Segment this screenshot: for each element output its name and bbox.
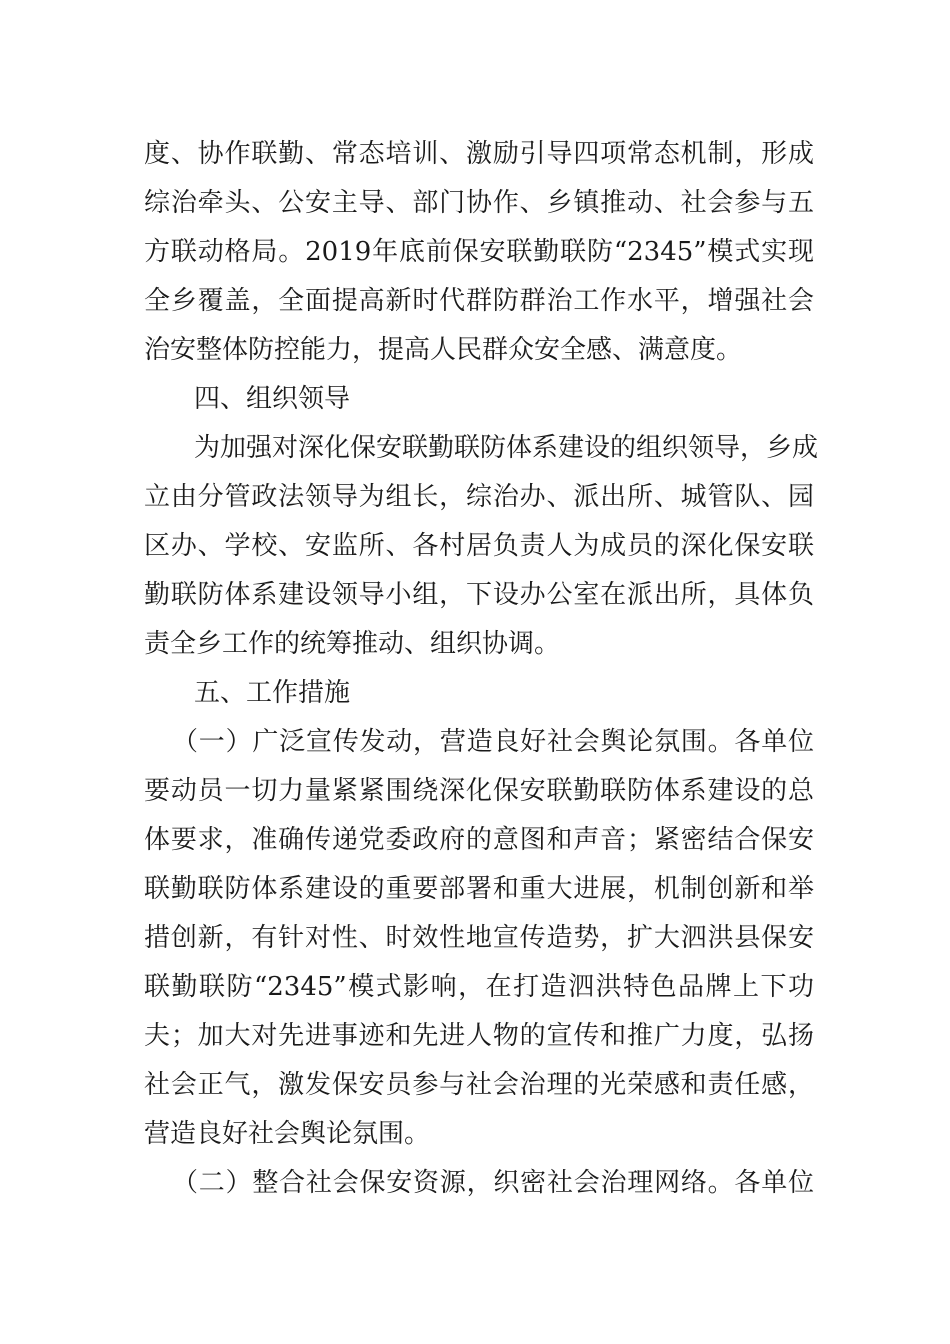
body-line: 夫；加大对先进事迹和先进人物的宣传和推广力度，弘扬 [144, 1021, 814, 1051]
body-line: 联勤联防体系建设的重要部署和重大进展，机制创新和举 [144, 874, 814, 904]
body-line: 治安整体防控能力，提高人民群众安全感、满意度。 [144, 335, 743, 365]
body-line: 区办、学校、安监所、各村居负责人为成员的深化保安联 [144, 531, 814, 561]
body-line: 措创新，有针对性、时效性地宣传造势，扩大泗洪县保安 [144, 923, 814, 953]
body-line: 体要求，准确传递党委政府的意图和声音；紧密结合保安 [144, 825, 814, 855]
body-line: 为加强对深化保安联勤联防体系建设的组织领导，乡成 [194, 433, 819, 463]
section-heading: 五、工作措施 [194, 678, 351, 708]
section-heading: 四、组织领导 [194, 384, 351, 414]
body-line: 营造良好社会舆论氛围。 [144, 1119, 431, 1149]
body-line: 联勤联防“2345”模式影响，在打造泗洪特色品牌上下功 [144, 972, 814, 1002]
body-line: 全乡覆盖，全面提高新时代群防群治工作水平，增强社会 [144, 286, 814, 316]
body-line: 立由分管政法领导为组长，综治办、派出所、城管队、园 [144, 482, 814, 512]
body-line: 社会正气，激发保安员参与社会治理的光荣感和责任感， [144, 1070, 814, 1100]
document-body [144, 130, 819, 1208]
subsection-line: （一）广泛宣传发动，营造良好社会舆论氛围。各单位 [172, 727, 814, 757]
body-line: 度、协作联勤、常态培训、激励引导四项常态机制，形成 [144, 139, 814, 169]
subsection-line: （二）整合社会保安资源，织密社会治理网络。各单位 [172, 1168, 814, 1198]
body-line: 要动员一切力量紧紧围绕深化保安联勤联防体系建设的总 [144, 776, 814, 806]
body-line: 勤联防体系建设领导小组，下设办公室在派出所，具体负 [144, 580, 814, 610]
body-line: 责全乡工作的统筹推动、组织协调。 [144, 629, 561, 659]
body-line: 方联动格局。2019年底前保安联勤联防“2345”模式实现 [144, 237, 814, 267]
body-line: 综治牵头、公安主导、部门协作、乡镇推动、社会参与五 [144, 188, 814, 218]
